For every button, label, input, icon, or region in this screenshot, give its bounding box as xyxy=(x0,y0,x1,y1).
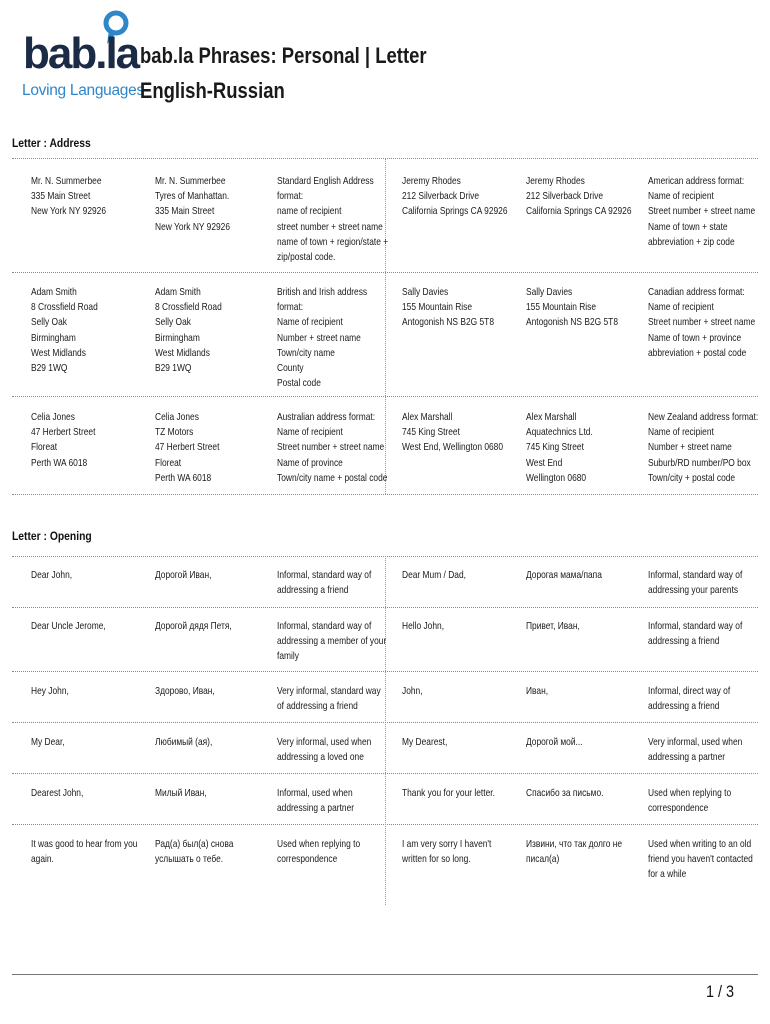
logo-wordmark: bab.la xyxy=(23,29,139,78)
table-cell: Дорогой Иван, xyxy=(155,569,212,581)
table-cell: Informal, standard way of addressing your parents xyxy=(648,569,743,597)
table-cell: Thank you for your letter. xyxy=(402,787,495,799)
table-cell: Дорогая мама/папа xyxy=(526,569,602,581)
table-cell: Informal, direct way of addressing a friend xyxy=(648,685,731,713)
section-title-address: Letter : Address xyxy=(12,136,91,150)
table-cell: Dear John, xyxy=(31,569,73,581)
table-cell: I am very sorry I haven't written for so long. xyxy=(402,838,492,866)
logo-tagline: Loving Languages xyxy=(22,82,144,99)
table-cell: Canadian address format: Name of recipient Street number + street name Name of town + province abbreviation + postal code xyxy=(648,286,756,359)
table-cell: John, xyxy=(402,685,423,697)
table-cell: Adam Smith 8 Crossfield Road Selly Oak Birmingham West Midlands B29 1WQ xyxy=(31,286,98,375)
table-cell: Informal, standard way of addressing a friend xyxy=(648,620,743,648)
table-cell: Mr. N. Summerbee Tyres of Manhattan. 335 Main Street New York NY 92926 xyxy=(155,175,231,233)
table-cell: Very informal, standard way of addressing a friend xyxy=(277,685,381,713)
table-cell: Australian address format: Name of recipient Street number + street name Name of province Town/city name + postal code xyxy=(277,411,388,484)
table-cell: Celia Jones 47 Herbert Street Floreat Perth WA 6018 xyxy=(31,411,96,469)
table-cell: Здорово, Иван, xyxy=(155,685,215,697)
table-cell: Hello John, xyxy=(402,620,445,632)
table-cell: Celia Jones TZ Motors 47 Herbert Street Floreat Perth WA 6018 xyxy=(155,411,220,484)
table-cell: Sally Davies 155 Mountain Rise Antogonish NS B2G 5T8 xyxy=(526,286,618,329)
table-cell: Dear Uncle Jerome, xyxy=(31,620,106,632)
page-title: bab.la Phrases: Personal | Letter xyxy=(140,43,427,68)
table-cell: Иван, xyxy=(526,685,549,697)
column-divider xyxy=(385,556,386,905)
table-cell: Спасибо за письмо. xyxy=(526,787,604,799)
table-cell: Standard English Address format: name of recipient street number + street name name of town + region/state + zip/postal code. xyxy=(277,175,389,264)
table-cell: Jeremy Rhodes 212 Silverback Drive California Springs CA 92926 xyxy=(402,175,508,218)
table-cell: Любимый (ая), xyxy=(155,736,213,748)
table-cell: Informal, standard way of addressing a friend xyxy=(277,569,372,597)
page-number: 1 / 3 xyxy=(705,982,734,1001)
table-cell: Alex Marshall 745 King Street West End, Wellington 0680 xyxy=(402,411,504,454)
table-cell: Used when replying to correspondence xyxy=(648,787,732,815)
table-cell: Sally Davies 155 Mountain Rise Antogonish NS B2G 5T8 xyxy=(402,286,494,329)
footer-divider xyxy=(12,974,758,975)
table-cell: Привет, Иван, xyxy=(526,620,580,632)
table-cell: Informal, used when addressing a partner xyxy=(277,787,355,815)
table-cell: Дорогой дядя Петя, xyxy=(155,620,232,632)
table-cell: Mr. N. Summerbee 335 Main Street New York NY 92926 xyxy=(31,175,107,218)
table-cell: Милый Иван, xyxy=(155,787,207,799)
table-cell: British and Irish address format: Name of recipient Number + street name Town/city name County Postal code xyxy=(277,286,368,390)
section-title-opening: Letter : Opening xyxy=(12,529,92,543)
table-cell: Used when writing to an old friend you haven't contacted for a while xyxy=(648,838,753,881)
table-cell: Dear Mum / Dad, xyxy=(402,569,466,581)
table-cell: Very informal, used when addressing a partner xyxy=(648,736,743,764)
table-cell: It was good to hear from you again. xyxy=(31,838,138,866)
table-cell: Рад(а) был(а) снова услышать о тебе. xyxy=(155,838,234,866)
table-cell: Used when replying to correspondence xyxy=(277,838,361,866)
table-cell: Very informal, used when addressing a loved one xyxy=(277,736,372,764)
table-cell: My Dearest, xyxy=(402,736,448,748)
page-subtitle: English-Russian xyxy=(140,78,285,103)
table-cell: New Zealand address format: Name of recipient Number + street name Suburb/RD number/PO box Town/city + postal code xyxy=(648,411,759,484)
babla-logo[interactable] xyxy=(20,8,144,106)
table-cell: Alex Marshall Aquatechnics Ltd. 745 King Street West End Wellington 0680 xyxy=(526,411,593,484)
table-cell: Hey John, xyxy=(31,685,69,697)
table-cell: Извини, что так долго не писал(а) xyxy=(526,838,623,866)
table-cell: My Dear, xyxy=(31,736,65,748)
table-cell: American address format: Name of recipient Street number + street name Name of town + state abbreviation + zip code xyxy=(648,175,756,248)
table-cell: Дорогой мой... xyxy=(526,736,583,748)
table-cell: Informal, standard way of addressing a member of your family xyxy=(277,620,387,663)
row-divider xyxy=(12,494,758,495)
table-cell: Jeremy Rhodes 212 Silverback Drive California Springs CA 92926 xyxy=(526,175,632,218)
table-cell: Dearest John, xyxy=(31,787,84,799)
table-cell: Adam Smith 8 Crossfield Road Selly Oak Birmingham West Midlands B29 1WQ xyxy=(155,286,222,375)
